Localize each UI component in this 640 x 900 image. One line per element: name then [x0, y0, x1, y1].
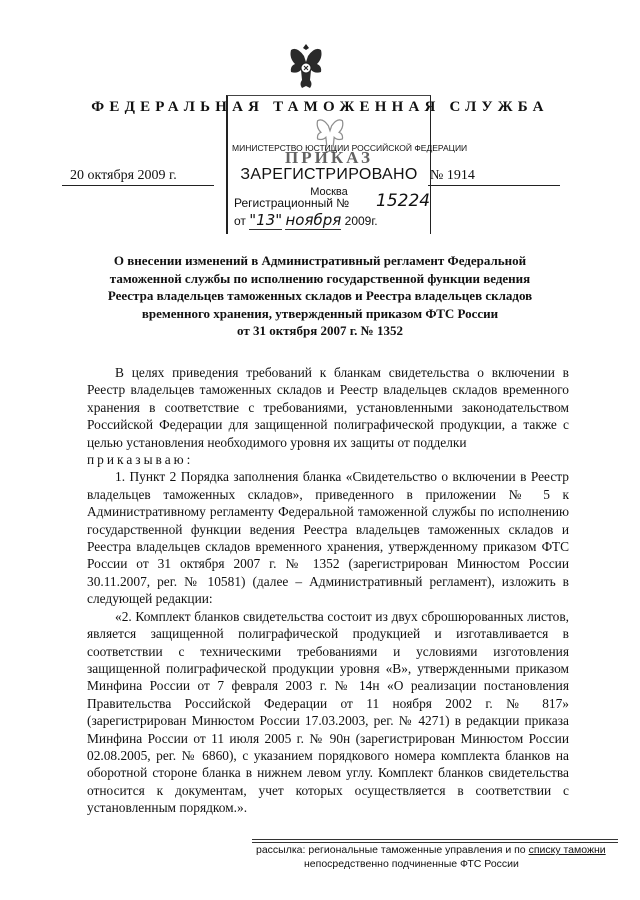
order-body [87, 364, 569, 817]
russian-coat-of-arms-icon [283, 40, 329, 92]
quoted-paragraph: «2. Комплект бланков свидетельства состоит из двух сброшюрованных листов, является защищенной полиграфической продукцией и изготавливается в соответствии с техническими требованиями и условиями изготовления защищенной полиграфической продукции уровня «В», утвержденными приказом Минфина России от 7 февраля 2003 г. № 14н «О реализации постановления Правительства Российской Федерации от 11 ноября 2002 г. № 817» (зарегистрирован Минюстом России 17.03.2003, рег. № 4271) в редакции приказа Минфина России от 11 июля 2005 г. № 90н (зарегистрирован Минюстом России 02.08.2005, рег. № 6860), с указанием порядкового номера комплекта бланков на оборотной стороне бланка в нижнем левом углу. Комплект бланков свидетельства относится к документам, учет которых осуществляется в соответствии с установленным порядком.». [87, 608, 569, 816]
distribution-rule [252, 839, 618, 840]
distribution-line-1 [256, 844, 606, 856]
title-line: от 31 октября 2007 г. № 1352 [237, 323, 403, 338]
order-title [60, 252, 580, 340]
distribution-text: рассылка: региональные таможенные управления и по [256, 844, 529, 856]
title-line: таможенной службы по исполнению государственной функции ведения [109, 270, 531, 286]
stamp-reg-number: 15224 [376, 191, 431, 211]
stamp-date-prefix: от [234, 214, 246, 228]
item-1-paragraph: 1. Пункт 2 Порядка заполнения бланка «Свидетельство о включении в Реестр владельцев таможенных складов», приведенного в приложении № 5 к Административному регламенту Федеральной таможенной службы по исполнению государственной функции ведения Реестра владельцев таможенных складов и Реестра владельцев складов временного хранения, утвержденному приказом ФТС России от 31 октября 2007 г. № 1352 (зарегистрирован Минюстом России 30.11.2007, рег. № 10581) (далее – Административный регламент), изложить в следующей редакции: [87, 469, 569, 607]
order-date: 20 октября 2009 г. [70, 168, 177, 183]
order-word: ПРИКАЗ [285, 148, 373, 167]
agency-name: ФЕДЕРАЛЬНАЯ ТАМОЖЕННАЯ СЛУЖБА [91, 99, 549, 115]
intro-paragraph: В целях приведения требований к бланкам свидетельства о включении в Реестр владельцев таможенных складов и Реестр владельцев складов временного хранения в соответствие с требованиями, установленными законодательством Российской Федерации для защищенной полиграфической продукции, а также с целью установления необходимого уровня их защиты от подделки [87, 365, 569, 450]
stamp-reg-date [234, 211, 378, 229]
order-number: № 1914 [430, 168, 475, 183]
order-number-underline [428, 185, 560, 186]
directive-word: приказываю: [87, 452, 194, 468]
stamp-reg-label: Регистрационный № [234, 196, 350, 210]
title-line: О внесении изменений в Административный регламент Федеральной [113, 253, 527, 268]
stamp-city: Москва [310, 186, 348, 198]
stamp-date-month: ноября [285, 211, 342, 229]
title-line: Реестра владельцев таможенных складов и Реестра владельцев складов [107, 288, 533, 303]
title-line: временного хранения, утвержденный приказом ФТС России [141, 305, 499, 321]
distribution-line-2: непосредственно подчиненные ФТС России [304, 858, 519, 870]
order-date-underline [62, 185, 214, 186]
distribution-rule-2 [252, 842, 618, 843]
stamp-date-day: "13" [249, 211, 283, 229]
distribution-list-link: списку таможни [528, 844, 606, 856]
stamp-registered: ЗАРЕГИСТРИРОВАНО [240, 166, 418, 183]
stamp-date-year: 2009г. [344, 214, 378, 228]
stamp-ministry: МИНИСТЕРСТВО ЮСТИЦИИ РОССИЙСКОЙ ФЕДЕРАЦИИ [232, 143, 468, 153]
